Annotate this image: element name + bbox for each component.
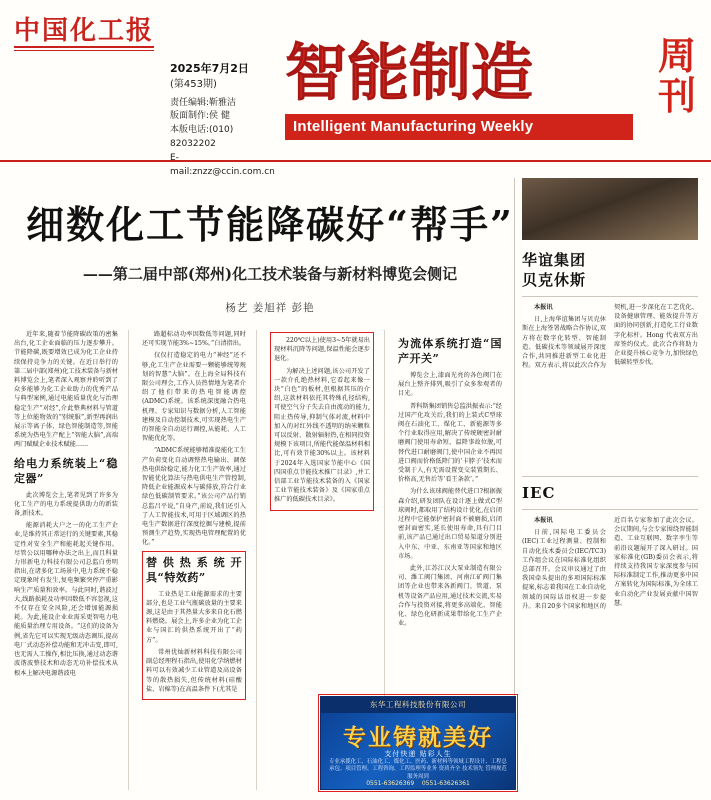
logo-rule-thin: [14, 50, 154, 51]
ad-telephone: [321, 780, 515, 787]
paragraph: 能源消耗大户之一的化工生产企业,是维持其正常运行的关键要素,其稳定性对安全生产和能耗起关键作用。尽管公以用哪种办法之出上,而且科量力形新电力科技有限公司总监白勇明指出,在诸多化工场景中,电力系统不稳定现象时有发生,复电频繁突停产重影响生产质量和效率。与此同时,谐波过大,线路损耗及功率因数低不容忽视,这不仅存在安全风险,还会增加能源损耗。为此,能设企业业需采更智电力电能质量治理专用设备。“这们的设备为例,省先它可以实现无级动态调压,提高电厂式动态补偿功能和无冲击变,即可,也无需人工操作,相比压换,通过动态谐波谐波整技术和动态无功补偿技术从根本上解决电源谐波电: [14, 522, 118, 677]
masthead-title-cn-side: 周刊: [657, 33, 696, 118]
highlight-box-heat-supply: [142, 551, 246, 700]
byline: 杨艺 姜旭祥 彭艳: [225, 302, 315, 314]
paragraph: 博览会上,漆面光亮的各色阀门在展台上整齐排列,吸引了众多参观者的目光。: [398, 372, 502, 398]
paragraph: 为什么该球阀能替代进口?根据振森介绍,研发团队在设计逐上做式C型球阀时,都取用了结构设计优化,在启闭过程中它能保护密封面不被磨损,启闭密封面密实,延长使用寿命,具有门目前,该产品已通过出口贸易渠道分别进入中东、中亚、东南亚等国家和地区市场。: [398, 488, 502, 560]
issue-info: [170, 60, 280, 180]
section-heading-power: 给电力系统装上“稳定器”: [14, 456, 118, 485]
paper-logo: 中国化工报: [14, 16, 155, 46]
ad-tel-1: 0551-63626369: [366, 780, 415, 787]
paragraph: 此次博览会上,笔者见到了许多为化工生产的电力系统提供助力的新装备,新技术。: [14, 491, 118, 518]
section-heading-heat: 替供热系统开具“特效药”: [146, 555, 242, 584]
sidebar-rule-3: [522, 509, 698, 510]
paragraph: [522, 303, 606, 312]
highlight-box-insulation: [270, 332, 374, 511]
paragraph: 近年来,随着节能降碳政策的密集出台,化工企业面临的压力逐步攀升。节能降碳,既要增效已成为化工企业持续保持竞争力的关键。在近日举行的第二届中部(郑州)化工技术装备与新材料博览会上,笔者深入观察并聆听到了众多能够为化工企业助力的优秀产品与典型案例,通过电能质量优化与治理稳定生产“对经”,介此整典材料与管道等上位能物效的“别统服”,新型再润出展示等离子体、绿色智能制造等,智能系统为热电生产配上“智能大脑”,高端两门赋赋企业技术赋能……: [14, 331, 118, 449]
article-column-2: [142, 330, 246, 790]
sidebar-body-1: [522, 303, 698, 370]
paragraph: 路超标动功率因数低等问题,同时还可实现节能3%~15%。”白清指出。: [142, 331, 246, 348]
paragraph: 日,上海华谊集团与贝克休斯在上海签署战略合作协议,双方将在数字化转型、智能制造、低碳技术等领域展开深度合作,共同推进新型工业化进程。双方表示,将以此次合作为契机,进一步深化在工艺优化、设备健康管理、能效提升等方面的协同创新,打造化工行业数字化标杆。Hong 代表双方出席签约仪式。此次合作将助力企业提升核心竞争力,加快绿色低碳转型步伐。: [522, 304, 698, 370]
source-tag: 本报讯: [534, 304, 553, 311]
advertisement-banner[interactable]: [320, 696, 516, 790]
paragraph: 220℃以上)使用3~5年就易出现材料沉降等问题,保温性能会逐步退化。: [274, 337, 370, 363]
paragraph: 日前,国际电工委员会(IEC)工业过程测量、控制和自动化技术委员会(IEC/TC3)工作组会议在国际标准化组织总部召开。会议审议通过了由我国牵头提出的多项国际标准提案,标志着我国在工业自动化领域的国际话语权进一步提升。来自20多个国家和地区的近百名专家参加了此次会议。会议期间,与会专家围绕智能制造、工业互联网、数字孪生等前沿议题展开了深入研讨。国家标准化(GB)委员会表示,将持续支持我国专家深度参与国际标准制定工作,推动更多中国方案转化为国际标准,为全球工业自动化产业发展贡献中国智慧。: [522, 517, 698, 610]
layout-editor-line: 版面制作:侯 健: [170, 111, 230, 122]
logo-rule: [14, 46, 154, 48]
masthead-title-en: Intelligent Manufacturing Weekly: [293, 118, 534, 135]
sidebar-rule: [522, 296, 698, 297]
ad-service-lines: 专业承揽化工、石油化工、煤化工、医药、新材料等领域工程设计、工程总承包、项目管理、工程咨询、工程监理等业务 资质齐全 技术领先 管理规范 服务周到: [329, 759, 507, 780]
headline-main: 细数化工节能降碳好“帮手”: [26, 202, 514, 247]
ad-slogan: 专业铸就美好: [343, 724, 493, 751]
paragraph: [522, 516, 606, 525]
sidebar-rule-2: [522, 476, 698, 477]
masthead-title-cn: 智能制造: [285, 36, 534, 109]
article-column-1: [14, 330, 118, 790]
sidebar-body-2: [522, 516, 698, 611]
sidebar-photo: [522, 178, 698, 240]
paragraph: 常州优灿新材料科技有限公司副总经理程石指出,使用化学纳燃材料可以有效减少工业管道及高设备等的散热损失,但传统材料(硅酸盐、岩棉等)在高温条件下(尤其是: [146, 648, 242, 693]
section-heading-valve: 为流体系统打造“国产开关”: [398, 337, 502, 365]
paragraph: 为解决上述问题,该公司开发了一款介孔绝热材料,它看起来像一块“白色”的板材,但根据其压的介绍,这款材料依托其特殊孔径结构,可使空气分子失去自由流动的能力,阻止热传导,抑制气体对流,材料中加入的对红外线不透明的纳米颗粒可以反射、散射辐射热,在相同投资规模下该项目,所能代能保温材料相比,可有效节能30%以上。该材料于2024年入选国家节能中心《国四国重点节能技术推广目录》,并工信部工业节能技术装备的入《国家工业节能技术装备》及《国家重点推广的低碳技术目录》。: [274, 367, 370, 504]
headline-block: [0, 168, 540, 315]
headline-sub: ——第二届中部(郑州)化工技术装备与新材料博览会侧记: [82, 265, 458, 283]
phone-line: 本版电话:(010) 82032202: [170, 125, 234, 150]
sidebar-headline-2: IEC: [522, 484, 556, 502]
masthead-title-zone: [285, 33, 705, 152]
ad-company-name: 东华工程科技股份有限公司: [321, 697, 515, 713]
email-line: E-mail:znzz@ccin.com.cn: [170, 153, 275, 178]
source-tag-2: 本报讯: [534, 517, 553, 524]
paragraph: 普科斯集团销售总监洪振表示:“经过国产化攻关后,我们的上装式C型球阀在石油化工、煤化工、新能源等多个行业取得应用,解决了传统硬密封耐磨阀门使用寿命短、温降事故位脱,可替代进口耐磨阀门,使中国企业不再因进口阀而价格低降门的‘卡脖子’技术而受制于人,有无需设置变交装置期长、价格高,无售后等‘看王条款’。”: [398, 402, 502, 484]
paragraph: 仅仅打造稳定的电力“神经”还不够,化工生产企业需要一颗能够统筹规划的智慧“大脑”。在上海全局科技有限公司理会,工作人员热情地为笔者介绍了他们带来的热电智能调控(ADMC)系统。该系统深度融合热电机理、专家知识与数据分析,人工智能建模及自动控制技术,可实现热电生产的智能全自动运行调控,从能耗、人工智能优化等。: [142, 352, 246, 443]
sidebar-headline-1b: 贝克休斯: [522, 271, 587, 289]
paragraph: 工业热是工业能源需求的主要部分,也是工业气瓶碳放量的主要来源,这是由于其热量大多来自化石燃料燃烧。展会上,许多企业为化工企业与国汇的供热系统开出了“药方”。: [146, 590, 242, 644]
issue-date: 2025年7月2日: [170, 62, 249, 75]
sidebar-headline-1a: 华谊集团: [522, 251, 587, 269]
masthead: [0, 0, 711, 178]
editor-line: 责任编辑:靳雅洁: [170, 97, 237, 108]
sidebar: [522, 178, 698, 790]
ad-tel-2: 0551-63626361: [421, 780, 470, 787]
paragraph: 此外,江苏江汉大泵业制造有限公司、潍工阀门集团、河南江矿阀门集团等企业也带来各新阀门、管道、泵机等设备产品应用,通过技术交流,实易合作与投资对接,将更多高端化、智能化、绿色化研新成果带给化工生产企业。: [398, 565, 502, 628]
issue-number: (第453期): [170, 79, 217, 91]
paragraph: “ADMC系统能够精准提能化工生产负荷变化自动调整热电输出、调保热电供给稳定,能力化工生产效率,通过智能优化算法与热电供电生产管控制,降低企业能源成本与碳排放,符合行业绿色低碳制管要求。”该公司产品行销总监吕平说,“自身产,前说,我们还引入了人工智能技术,可用于区域调区的热电生产数据进行深度挖掘与建模,提前预测生产趋势,实现热电管理配置的优化。”: [142, 447, 246, 547]
ad-slogan-sub: 支付快递 贴彩人生: [384, 750, 452, 758]
